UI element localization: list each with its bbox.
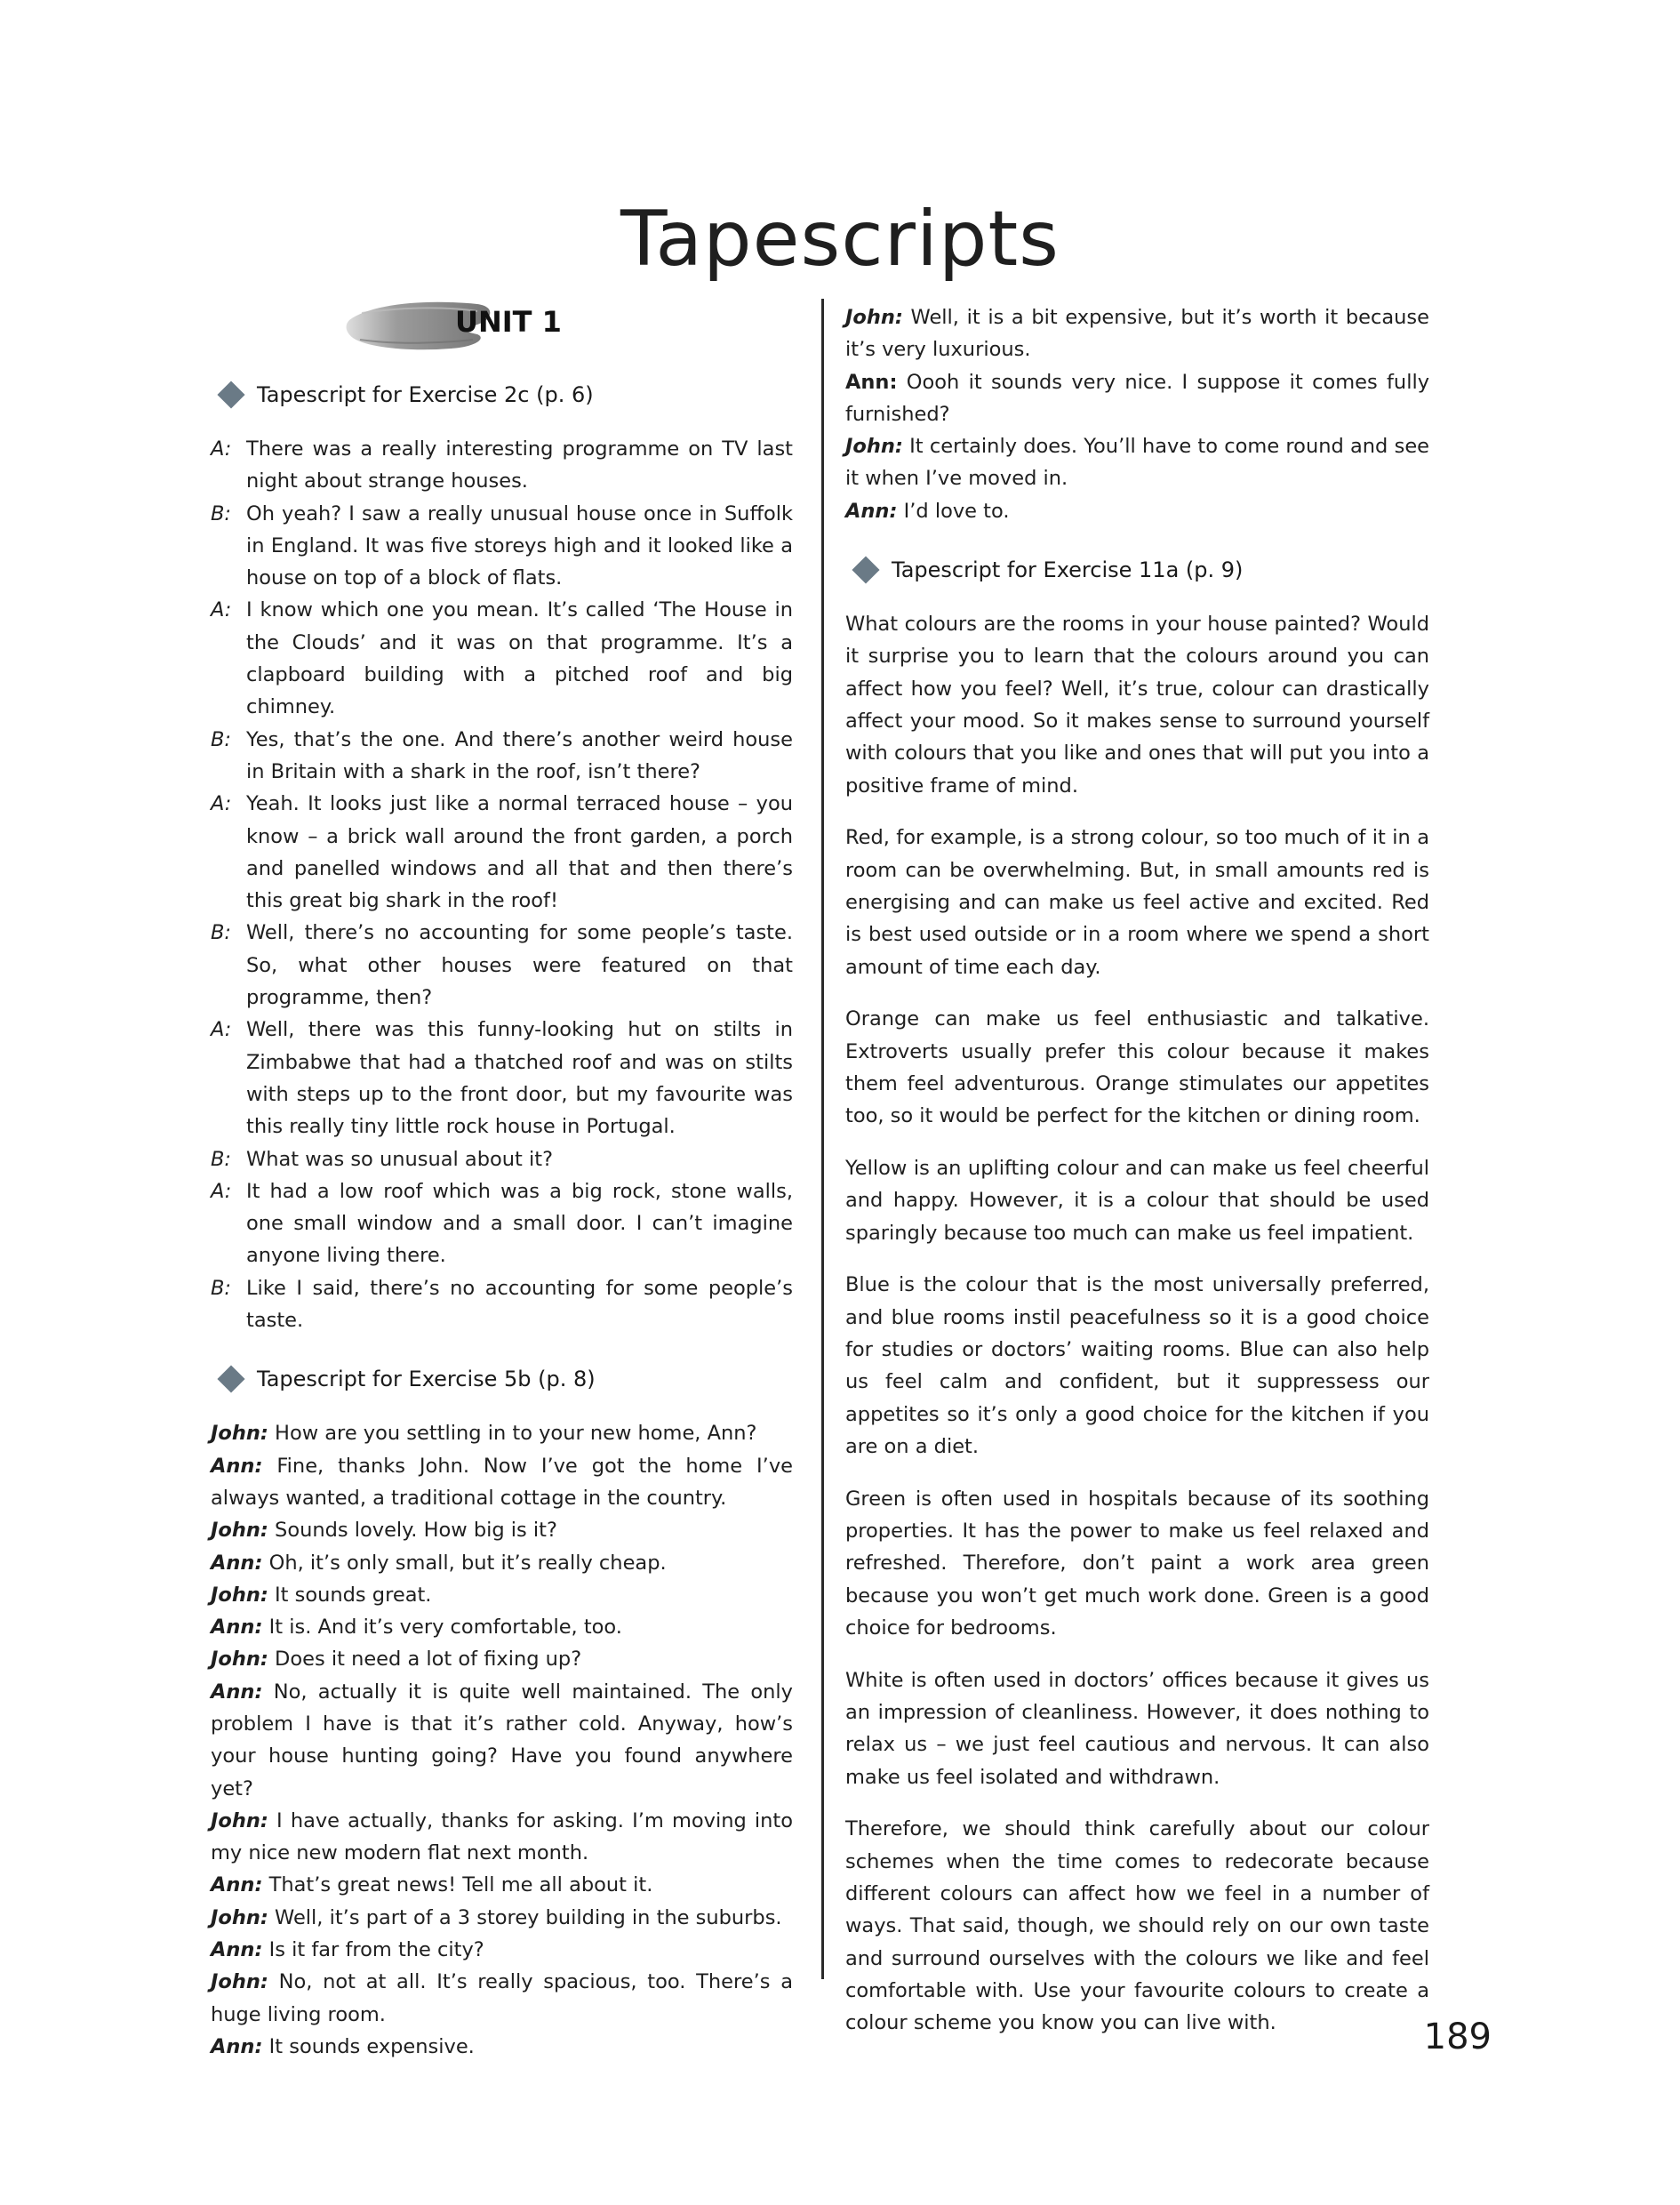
- dialogue-text: Oh yeah? I saw a really unusual house once in Suffolk in England. It was five storeys high and it looked like a house on top of a block of flats.: [246, 501, 793, 590]
- speaker-label: Ann:: [211, 1616, 263, 1640]
- dialogue-line: [211, 1611, 793, 1643]
- dialogue-text: Like I said, there’s no accounting for some people’s taste.: [246, 1276, 793, 1333]
- speaker-label: John:: [211, 1808, 268, 1832]
- diamond-bullet-icon: [217, 381, 244, 408]
- dialogue-text: Well, there’s no accounting for some people’s taste. So, what other houses were featured on that programme, then?: [246, 921, 793, 1010]
- dialogue-line: [211, 1514, 793, 1546]
- section-heading-label: Tapescript for Exercise 5b (p. 8): [257, 1367, 596, 1392]
- dialogue-line: [211, 433, 793, 498]
- dialogue-line: [845, 301, 1429, 366]
- dialogue-text: Fine, thanks John. Now I’ve got the home I’ve always wanted, a traditional cottage in the country.: [211, 1454, 793, 1510]
- speaker-label: Ann:: [845, 370, 898, 394]
- speaker-label: Ann:: [211, 1551, 263, 1575]
- diamond-bullet-icon: [217, 1366, 244, 1393]
- speaker-label: A:: [211, 437, 232, 461]
- dialogue-text: Yeah. It looks just like a normal terraced house – you know – a brick wall around the front garden, a porch and panelled windows and all that and then there’s this great big shark in the roof!: [246, 792, 793, 913]
- left-column: [211, 293, 793, 2063]
- dialogue-line: [211, 1934, 793, 1966]
- dialogue-line: [845, 495, 1429, 527]
- paragraph: Blue is the colour that is the most universally preferred, and blue rooms instil peacefulness so it is a good choice for studies or doctors’ waiting rooms. Blue can also help us feel calm and confident, but it suppressess our appetites so it’s only a good choice for the kitchen if you are on a diet.: [845, 1273, 1429, 1458]
- dialogue-line: [211, 498, 793, 595]
- dialogue-line: [211, 1579, 793, 1611]
- section-heading-5b: [221, 1363, 793, 1395]
- dialogue-line: [211, 788, 793, 917]
- section-heading-label: Tapescript for Exercise 11a (p. 9): [892, 557, 1244, 583]
- section-heading-11a: [856, 554, 1429, 586]
- colour-text: [845, 608, 1429, 2039]
- dialogue-text: It sounds great.: [275, 1583, 432, 1607]
- speaker-label: A:: [211, 598, 232, 622]
- speaker-label: Ann:: [211, 2034, 263, 2058]
- speaker-label: John:: [211, 1905, 268, 1929]
- dialogue-text: Oooh it sounds very nice. I suppose it comes fully furnished?: [845, 370, 1430, 426]
- dialogue-line: [211, 1175, 793, 1272]
- dialogue-text: Well, there was this funny-looking hut on stilts in Zimbabwe that had a thatched roof and was on stilts with steps up to the front door, but my favourite was this really tiny little rock house in Portugal.: [246, 1018, 793, 1139]
- dialogue-text: No, not at all. It’s really spacious, too. There’s a huge living room.: [211, 1970, 794, 2026]
- dialogue-text: No, actually it is quite well maintained. The only problem I have is that it’s rather cold. Anyway, how’s your house hunting going? Have you found anywhere yet?: [211, 1680, 793, 1800]
- dialogue-line: [211, 1143, 793, 1175]
- dialogue-2c: [211, 433, 793, 1336]
- paragraph: Therefore, we should think carefully about our colour schemes when the time comes to redecorate because different colours can affect how we feel in a number of ways. That said, though, we should rely on our own taste and surround ourselves with the colours we like and feel comfortable with. Use your favourite colours to create a colour scheme you know you can live with.: [845, 1817, 1429, 2035]
- speaker-label: Ann:: [211, 1873, 263, 1897]
- dialogue-text: What was so unusual about it?: [246, 1147, 554, 1171]
- speaker-label: A:: [211, 1179, 232, 1203]
- dialogue-text: It sounds expensive.: [268, 2034, 475, 2058]
- dialogue-text: It had a low roof which was a big rock, stone walls, one small window and a small door. I can’t imagine anyone living there.: [246, 1179, 793, 1268]
- dialogue-text: Well, it is a bit expensive, but it’s worth it because it’s very luxurious.: [845, 306, 1429, 362]
- section-heading-2c: [221, 379, 793, 411]
- dialogue-text: It certainly does. You’ll have to come round and see it when I’ve moved in.: [845, 435, 1430, 491]
- dialogue-line: [211, 2031, 793, 2063]
- dialogue-text: I have actually, thanks for asking. I’m moving into my nice new modern flat next month.: [211, 1808, 793, 1865]
- dialogue-text: It is. And it’s very comfortable, too.: [268, 1616, 622, 1640]
- speaker-label: John:: [211, 1422, 268, 1446]
- page-title: Tapescripts: [620, 194, 1060, 284]
- speaker-label: John:: [211, 1648, 268, 1672]
- speaker-label: Ann:: [845, 499, 898, 523]
- dialogue-line: [211, 1805, 793, 1870]
- dialogue-text: Yes, that’s the one. And there’s another weird house in Britain with a shark in the roof, isn’t there?: [246, 727, 793, 783]
- speaker-label: A:: [211, 1018, 232, 1042]
- spacer: [845, 527, 1429, 554]
- dialogue-line: [845, 366, 1429, 431]
- dialogue-text: How are you settling in to your new home, Ann?: [275, 1422, 757, 1446]
- speaker-label: John:: [211, 1970, 268, 1994]
- unit-heading: [344, 293, 793, 356]
- dialogue-line: [211, 1417, 793, 1449]
- dialogue-text: I know which one you mean. It’s called ‘The House in the Clouds’ and it was on that programme. It’s a clapboard building with a pitched roof and big chimney.: [246, 598, 793, 719]
- dialogue-text: I’d love to.: [903, 499, 1010, 523]
- dialogue-line: [211, 1450, 793, 1515]
- dialogue-text: Oh, it’s only small, but it’s really cheap.: [268, 1551, 667, 1575]
- speaker-label: B:: [211, 1276, 232, 1300]
- dialogue-line: [211, 594, 793, 723]
- dialogue-text: There was a really interesting programme on TV last night about strange houses.: [246, 437, 793, 493]
- dialogue-line: [211, 1014, 793, 1143]
- page-number: 189: [1423, 2017, 1492, 2057]
- unit-label: UNIT 1: [455, 305, 562, 339]
- dialogue-line: [211, 917, 793, 1014]
- paragraph: What colours are the rooms in your house painted? Would it surprise you to learn that the colours around you can affect how you feel? Well, it’s true, colour can drastically affect your mood. So it makes sense to surround yourself with colours that you like and ones that will put you into a positive frame of mind.: [845, 613, 1429, 798]
- speaker-label: B:: [211, 727, 232, 751]
- dialogue-line: [211, 1676, 793, 1805]
- dialogue-text: Well, it’s part of a 3 storey building in the suburbs.: [275, 1905, 782, 1929]
- dialogue-text: Sounds lovely. How big is it?: [275, 1519, 557, 1543]
- speaker-label: John:: [211, 1519, 268, 1543]
- paragraph: Red, for example, is a strong colour, so too much of it in a room can be overwhelming. But, in small amounts red is energising and can make us feel active and excited. Red is best used outside or in a room where we spend a short amount of time each day.: [845, 826, 1429, 979]
- column-divider: [821, 299, 824, 1979]
- speaker-label: Ann:: [211, 1680, 263, 1704]
- right-column: [845, 301, 1429, 2049]
- dialogue-5b-part1: [211, 1417, 793, 2063]
- spacer: [211, 1336, 793, 1363]
- dialogue-text: Is it far from the city?: [268, 1938, 484, 1962]
- speaker-label: B:: [211, 1147, 232, 1171]
- speaker-label: John:: [845, 435, 903, 459]
- paragraph: Green is often used in hospitals because of its soothing properties. It has the power to make us feel relaxed and refreshed. Therefore, don’t paint a work area green because you won’t get much work done. Green is a good choice for bedrooms.: [845, 1487, 1429, 1640]
- dialogue-5b-part2: [845, 301, 1429, 527]
- dialogue-text: That’s great news! Tell me all about it.: [268, 1873, 653, 1897]
- dialogue-line: [211, 1547, 793, 1579]
- speaker-label: John:: [845, 306, 903, 329]
- dialogue-line: [211, 1869, 793, 1901]
- diamond-bullet-icon: [852, 557, 879, 584]
- speaker-label: John:: [211, 1583, 268, 1607]
- dialogue-text: Does it need a lot of fixing up?: [275, 1648, 582, 1672]
- speaker-label: A:: [211, 792, 232, 816]
- dialogue-line: [211, 724, 793, 789]
- paragraph: White is often used in doctors’ offices because it gives us an impression of cleanliness. However, it does nothing to relax us – we just feel cautious and nervous. It can also make us feel isolated and withdrawn.: [845, 1668, 1429, 1789]
- speaker-label: Ann:: [211, 1454, 263, 1478]
- dialogue-line: [211, 1966, 793, 2031]
- dialogue-line: [211, 1643, 793, 1675]
- dialogue-line: [845, 430, 1429, 495]
- paragraph: Yellow is an uplifting colour and can make us feel cheerful and happy. However, it is a colour that should be used sparingly because too much can make us feel impatient.: [845, 1157, 1429, 1245]
- speaker-label: B:: [211, 501, 232, 525]
- speaker-label: Ann:: [211, 1938, 263, 1962]
- section-heading-label: Tapescript for Exercise 2c (p. 6): [257, 382, 594, 407]
- speaker-label: B:: [211, 921, 232, 945]
- dialogue-line: [211, 1902, 793, 1934]
- paragraph: Orange can make us feel enthusiastic and talkative. Extroverts usually prefer this colour because it makes them feel adventurous. Orange stimulates our appetites too, so it would be perfect for the kitchen or dining room.: [845, 1007, 1429, 1128]
- dialogue-line: [211, 1272, 793, 1337]
